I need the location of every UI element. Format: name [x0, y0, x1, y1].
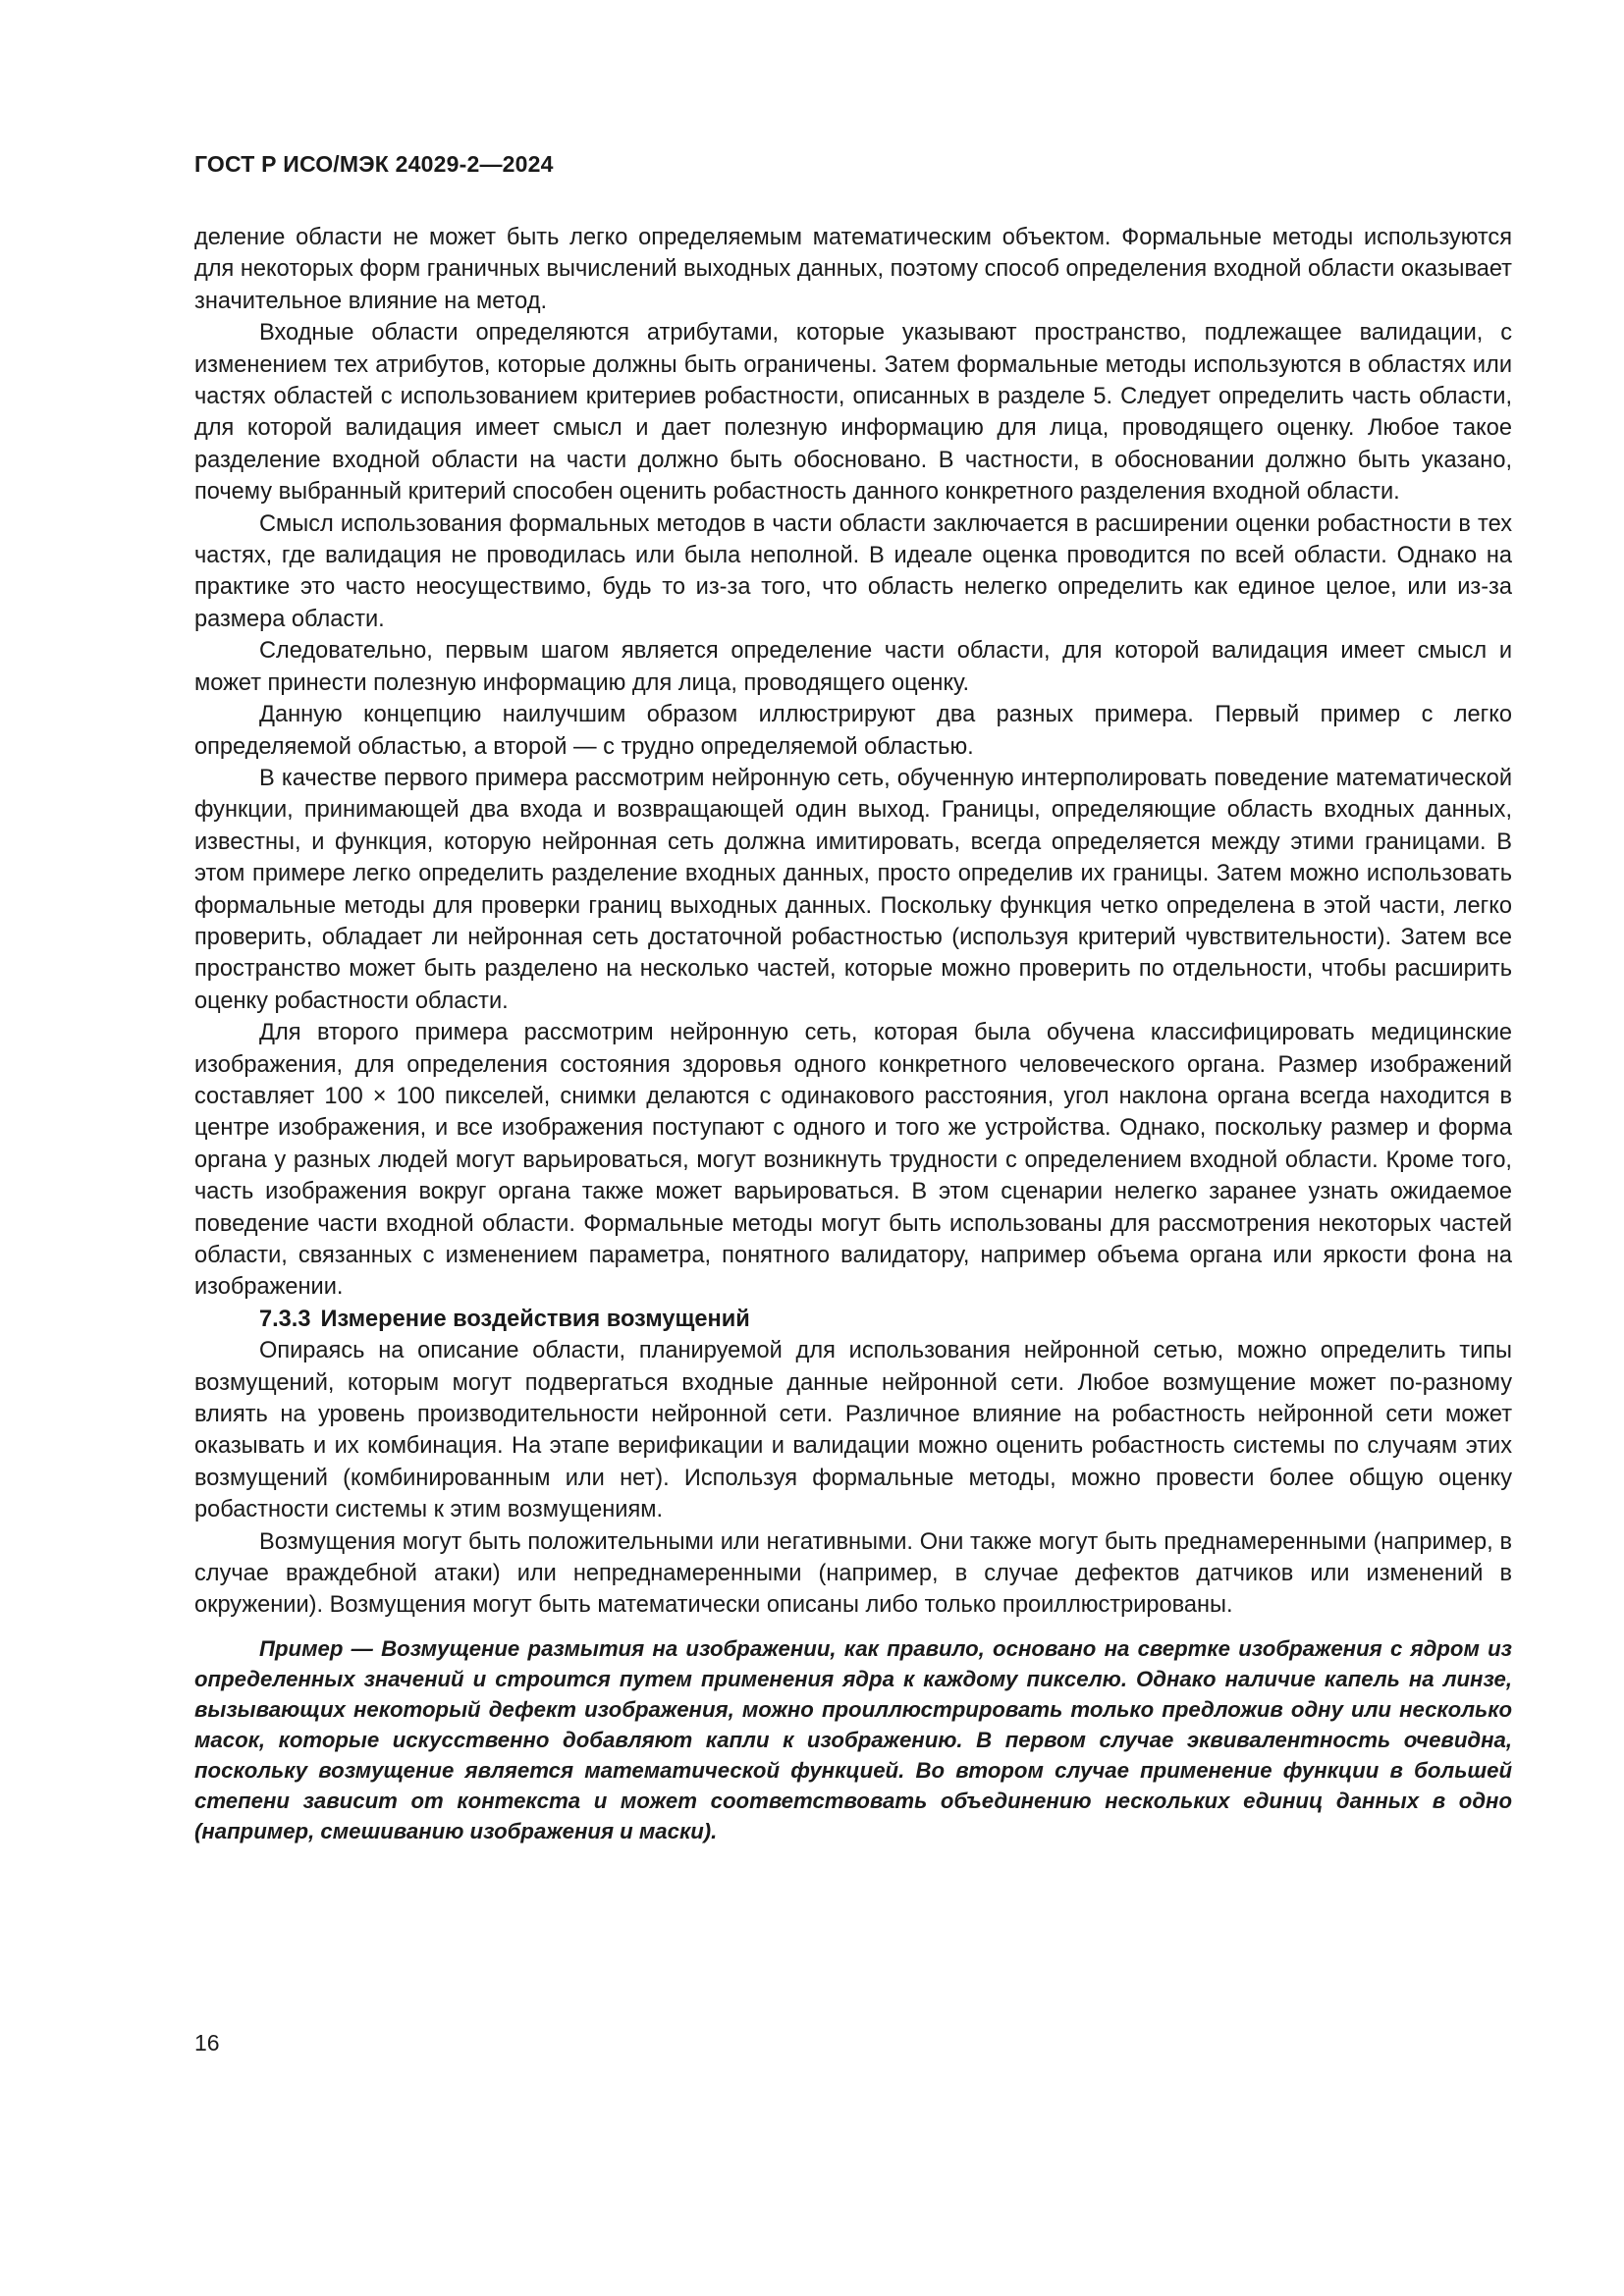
paragraph: Смысл использования формальных методов в части области заключается в расширении оценки робастности в тех частях, где валидация не проводилась или была неполной. В идеале оценка проводится по всей области. Однако на практике это часто неосуществимо, будь то из-за того, что область нелегко определить как единое целое, или из-за размера области.	[194, 510, 1512, 632]
example-note: Пример — Возмущение размытия на изображении, как правило, основано на свертке изображения с ядром из определенных значений и строится путем применения ядра к каждому пикселю. Однако наличие капель на линзе, вызывающих некоторый дефект изображения, можно проиллюстрировать только предложив одну или несколько масок, которые искусственно добавляют капли к изображению. В первом случае эквивалентность очевидна, поскольку возмущение является математической функцией. Во втором случае применение функции в большей степени зависит от контекста и может соответствовать объединению нескольких единиц данных в одно (например, смешиванию изображения и маски).	[194, 1635, 1512, 1843]
document-body	[194, 222, 1512, 1846]
paragraph: Для второго примера рассмотрим нейронную сеть, которая была обучена классифицировать медицинские изображения, для определения состояния здоровья одного конкретного человеческого органа. Размер изображений составляет 100 × 100 пикселей, снимки делаются с одинакового расстояния, угол наклона органа всегда находится в центре изображения, и все изображения поступают с одного и того же устройства. Однако, поскольку размер и форма органа у разных людей могут варьироваться, могут возникнуть трудности с определением входной области. Кроме того, часть изображения вокруг органа также может варьироваться. В этом сценарии нелегко заранее узнать ожидаемое поведение части входной области. Формальные методы могут быть использованы для рассмотрения некоторых частей области, связанных с изменением параметра, понятного валидатору, например объема органа или яркости фона на изображении.	[194, 1020, 1512, 1301]
paragraph-continuation: деление области не может быть легко определяемым математическим объектом. Формальные методы используются для некоторых форм граничных вычислений выходных данных, поэтому способ определения входной области оказывает значительное влияние на метод.	[194, 225, 1512, 314]
section-title: Измерение воздействия возмущений	[320, 1306, 750, 1332]
section-heading	[194, 1304, 1512, 1335]
paragraph: Опираясь на описание области, планируемой для использования нейронной сетью, можно определить типы возмущений, которым могут подвергаться входные данные нейронной сети. Любое возмущение может по-разному влиять на уровень производительности нейронной сети. Различное влияние на робастность нейронной сети может оказывать и их комбинация. На этапе верификации и валидации можно оценить робастность системы по случаям этих возмущений (комбинированным или нет). Используя формальные методы, можно провести более общую оценку робастности системы к этим возмущениям.	[194, 1338, 1512, 1523]
paragraph: В качестве первого примера рассмотрим нейронную сеть, обученную интерполировать поведение математической функции, принимающей два входа и возвращающей один выход. Границы, определяющие область входных данных, известны, и функция, которую нейронная сеть должна имитировать, всегда определяется между этими границами. В этом примере легко определить разделение входных данных, просто определив их границы. Затем можно использовать формальные методы для проверки границ выходных данных. Поскольку функция четко определена в этой части, легко проверить, обладает ли нейронная сеть достаточной робастностью (используя критерий чувствительности). Затем все пространство может быть разделено на несколько частей, которые можно проверить по отдельности, чтобы расширить оценку робастности области.	[194, 765, 1512, 1014]
paragraph: Данную концепцию наилучшим образом иллюстрируют два разных примера. Первый пример с легко определяемой областью, а второй — с трудно определяемой областью.	[194, 702, 1512, 760]
paragraph: Следовательно, первым шагом является определение части области, для которой валидация имеет смысл и может принести полезную информацию для лица, проводящего оценку.	[194, 638, 1512, 696]
page-number: 16	[194, 2030, 220, 2056]
section-number: 7.3.3	[259, 1306, 311, 1332]
document-header: ГОСТ Р ИСО/МЭК 24029-2—2024	[194, 151, 554, 177]
paragraph: Возмущения могут быть положительными или негативными. Они также могут быть преднамеренными (например, в случае враждебной атаки) или непреднамеренными (например, в случае дефектов датчиков или изменений в окружении). Возмущения могут быть математически описаны либо только проиллюстрированы.	[194, 1528, 1512, 1619]
paragraph: Входные области определяются атрибутами, которые указывают пространство, подлежащее валидации, с изменением тех атрибутов, которые должны быть ограничены. Затем формальные методы используются в областях или частях областей с использованием критериев робастности, описанных в разделе 5. Следует определить часть области, для которой валидация имеет смысл и дает полезную информацию для лица, проводящего оценку. Любое такое разделение входной области на части должно быть обосновано. В частности, в обосновании должно быть указано, почему выбранный критерий способен оценить робастность данного конкретного разделения входной области.	[194, 320, 1512, 506]
